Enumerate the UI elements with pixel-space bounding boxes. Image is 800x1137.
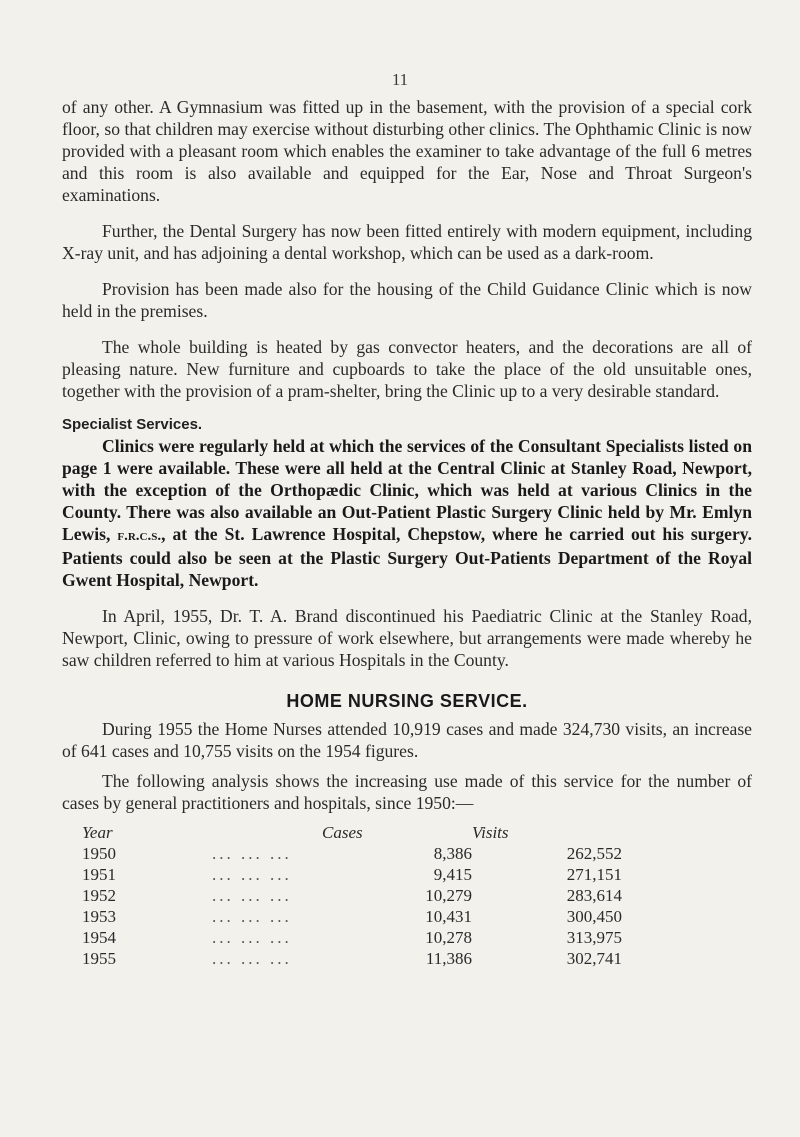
- table-row: [82, 906, 622, 927]
- paragraph-dental-surgery: Further, the Dental Surgery has now been fitted entirely with modern equipment, including X-ray unit, and has adjoining a dental workshop, which can be used as a dark-room.: [62, 221, 752, 263]
- table-row: [82, 927, 622, 948]
- cell-year: 1950: [82, 843, 116, 863]
- cell-cases: 11,386: [425, 948, 472, 968]
- table-row: [82, 843, 622, 864]
- cell-cases: 10,431: [425, 906, 472, 926]
- degree-abbrev: f.r.c.s.: [117, 528, 162, 544]
- cell-cases: 8,386: [433, 843, 472, 863]
- paragraph-analysis-intro: The following analysis shows the increasing use made of this service for the number of cases by general practitioners and hospitals, since 1950:—: [62, 771, 752, 813]
- paragraph-heating: The whole building is heated by gas convector heaters, and the decorations are all of pleasing nature. New furniture and cupboards to take the place of the old unsuitable ones, together with the provision of a pram-shelter, bring the Clinic up to a very desirable standard.: [62, 337, 752, 401]
- nursing-stats-table: [82, 822, 622, 969]
- home-nursing-heading: HOME NURSING SERVICE.: [286, 691, 528, 711]
- leader-dots: ... ... ...: [212, 864, 292, 884]
- leader-dots: ... ... ...: [212, 906, 292, 926]
- page-body: [62, 96, 752, 969]
- cell-year: 1954: [82, 927, 116, 947]
- paragraph-child-guidance: Provision has been made also for the housing of the Child Guidance Clinic which is now held in the premises.: [62, 279, 752, 321]
- cell-year: 1952: [82, 885, 116, 905]
- table-header-row: [82, 822, 622, 843]
- table-row: [82, 948, 622, 969]
- cell-year: 1953: [82, 906, 116, 926]
- cell-year: 1951: [82, 864, 116, 884]
- cell-visits: 262,552: [566, 843, 622, 863]
- leader-dots: ... ... ...: [212, 843, 292, 863]
- leader-dots: ... ... ...: [212, 948, 292, 968]
- cell-visits: 271,151: [566, 864, 622, 884]
- cell-visits: 313,975: [566, 927, 622, 947]
- header-visits: Visits: [472, 822, 509, 842]
- paragraph-specialist-clinics: [62, 435, 752, 591]
- cell-cases: 10,279: [425, 885, 472, 905]
- leader-dots: ... ... ...: [212, 885, 292, 905]
- paragraph-paediatric-clinic: In April, 1955, Dr. T. A. Brand discontinued his Paediatric Clinic at the Stanley Road, Newport, Clinic, owing to pressure of work elsewhere, but arrangements were made whereby he saw children referred to him at various Hospitals in the County.: [62, 606, 752, 670]
- header-cases: Cases: [322, 822, 363, 842]
- cell-visits: 302,741: [566, 948, 622, 968]
- table-row: [82, 885, 622, 906]
- cell-year: 1955: [82, 948, 116, 968]
- specialist-services-heading: Specialist Services.: [62, 416, 203, 433]
- specialist-text-start: Clinics were regularly held at which the services of the Consultant Specialists listed on page 1 were available. These were all held at the Central Clinic at Stanley Road, Newport, with the exception of the Orthopædic Clinic, which was held at various Clinics in the County. There was also available an Out-Patient Plastic Surgery Clinic held by Mr. Emlyn Lewis,: [62, 436, 752, 544]
- cell-visits: 283,614: [566, 885, 622, 905]
- page-number: 11: [391, 70, 409, 89]
- header-year: Year: [82, 822, 113, 842]
- paragraph-home-nurses: During 1955 the Home Nurses attended 10,919 cases and made 324,730 visits, an increase of 641 cases and 10,755 visits on the 1954 figures.: [62, 719, 752, 761]
- table-row: [82, 864, 622, 885]
- specialist-text-end: , at the St. Lawrence Hospital, Chepstow, where he carried out his surgery. Patients could also be seen at the Plastic Surgery Out-Patients Department of the Royal Gwent Hospital, Newport.: [62, 524, 752, 590]
- cell-cases: 9,415: [433, 864, 472, 884]
- paragraph-gymnasium: of any other. A Gymnasium was fitted up in the basement, with the provision of a special cork floor, so that children may exercise without disturbing other clinics. The Ophthamic Clinic is now provided with a pleasant room which enables the examiner to take advantage of the full 6 metres and this room is also available and equipped for the Ear, Nose and Throat Surgeon's examinations.: [62, 97, 752, 205]
- cell-cases: 10,278: [425, 927, 472, 947]
- leader-dots: ... ... ...: [212, 927, 292, 947]
- cell-visits: 300,450: [566, 906, 622, 926]
